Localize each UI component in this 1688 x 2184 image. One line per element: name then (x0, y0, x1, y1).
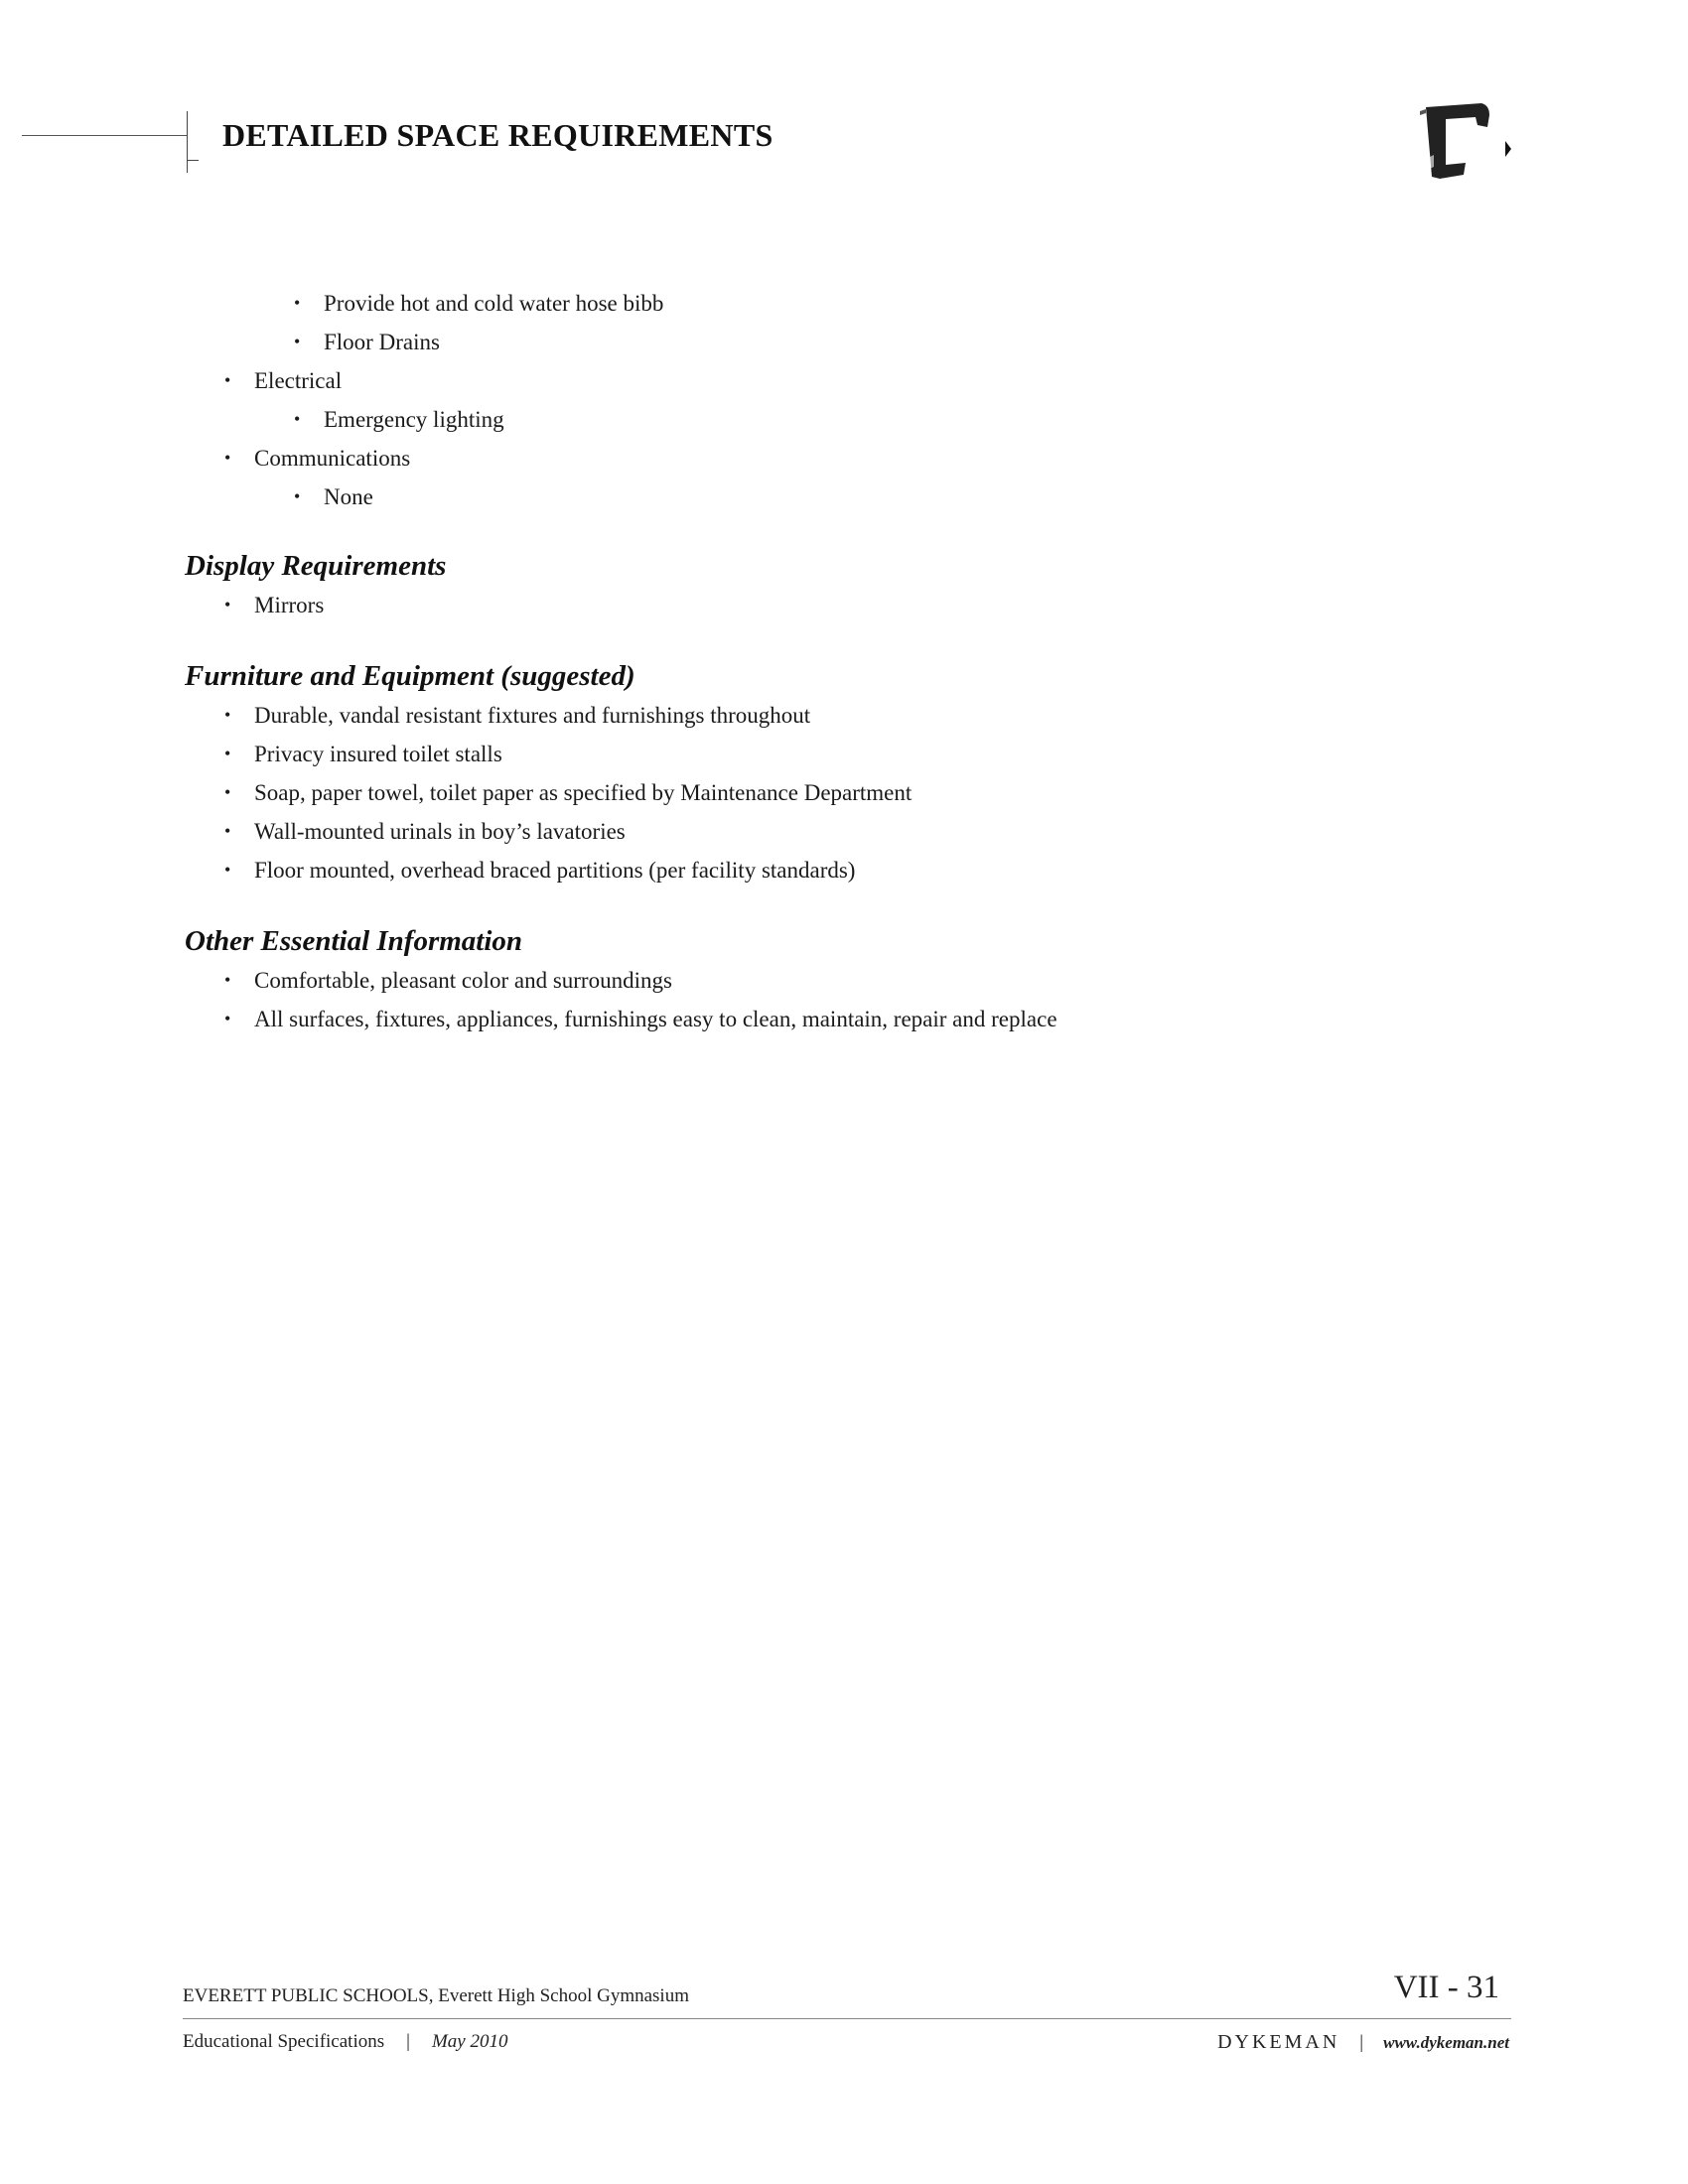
list-item (185, 400, 1476, 439)
list-item (185, 586, 1476, 624)
display-requirements-list (185, 586, 1476, 624)
list-item (185, 284, 1476, 323)
bullet-icon: • (224, 821, 231, 841)
bullet-icon: • (294, 293, 301, 313)
footer-date: May 2010 (431, 2031, 508, 2052)
list-item (185, 439, 1476, 478)
list-item (185, 478, 1476, 516)
footer-document-info (183, 2031, 507, 2053)
list-item-text: Wall-mounted urinals in boy’s lavatories (254, 819, 626, 844)
page-number: VII - 31 (1393, 1970, 1499, 2005)
other-information-heading: Other Essential Information (185, 925, 523, 957)
list-item (185, 812, 1476, 851)
header-rule-tick-foot (187, 160, 199, 161)
display-requirements-heading: Display Requirements (185, 550, 447, 582)
footer-firm-info (1217, 2031, 1509, 2054)
list-item-text: Emergency lighting (324, 407, 504, 432)
list-item-text: Durable, vandal resistant fixtures and furnishings throughout (254, 703, 811, 728)
dykeman-logo-icon (1416, 97, 1515, 189)
list-item (185, 361, 1476, 400)
bullet-icon: • (224, 744, 231, 763)
footer-divider (183, 2018, 1511, 2019)
furniture-equipment-list (185, 696, 1476, 889)
list-item-text: Soap, paper towel, toilet paper as specified by Maintenance Department (254, 780, 913, 805)
bullet-icon: • (294, 486, 301, 506)
header-rule-tick (187, 111, 188, 173)
footer-firm-name: DYKEMAN (1217, 2031, 1340, 2053)
list-item (185, 961, 1476, 1000)
list-item (185, 323, 1476, 361)
list-item-text: Communications (254, 446, 411, 471)
list-item-text: Mirrors (254, 593, 325, 617)
list-item-text: Electrical (254, 368, 343, 393)
bullet-icon: • (224, 705, 231, 725)
list-item (185, 773, 1476, 812)
bullet-icon: • (224, 860, 231, 880)
list-item-text: Privacy insured toilet stalls (254, 742, 502, 766)
furniture-equipment-heading: Furniture and Equipment (suggested) (185, 660, 635, 692)
footer-separator: | (406, 2031, 410, 2052)
list-item-text: Floor Drains (324, 330, 440, 354)
list-item (185, 851, 1476, 889)
bullet-icon: • (224, 970, 231, 990)
footer-doc-type: Educational Specifications (183, 2031, 385, 2052)
footer-separator-right: | (1359, 2032, 1364, 2053)
page-title: DETAILED SPACE REQUIREMENTS (222, 117, 774, 153)
bullet-icon: • (224, 370, 231, 390)
intro-list (185, 284, 1476, 516)
bullet-icon: • (224, 782, 231, 802)
list-item-text: None (324, 484, 373, 509)
bullet-icon: • (294, 409, 301, 429)
footer-url: www.dykeman.net (1383, 2033, 1509, 2052)
bullet-icon: • (294, 332, 301, 351)
list-item (185, 1000, 1476, 1038)
footer-client-line: EVERETT PUBLIC SCHOOLS, Everett High School Gymnasium (183, 1985, 689, 2006)
list-item (185, 696, 1476, 735)
bullet-icon: • (224, 1009, 231, 1028)
list-item (185, 735, 1476, 773)
list-item-text: Floor mounted, overhead braced partitions (per facility standards) (254, 858, 856, 883)
bullet-icon: • (224, 595, 231, 614)
other-information-list (185, 961, 1476, 1038)
list-item-text: All surfaces, fixtures, appliances, furnishings easy to clean, maintain, repair and replace (254, 1007, 1057, 1031)
content-body (185, 284, 1476, 1038)
list-item-text: Provide hot and cold water hose bibb (324, 291, 664, 316)
bullet-icon: • (224, 448, 231, 468)
header-rule-line (22, 135, 187, 136)
list-item-text: Comfortable, pleasant color and surroundings (254, 968, 672, 993)
